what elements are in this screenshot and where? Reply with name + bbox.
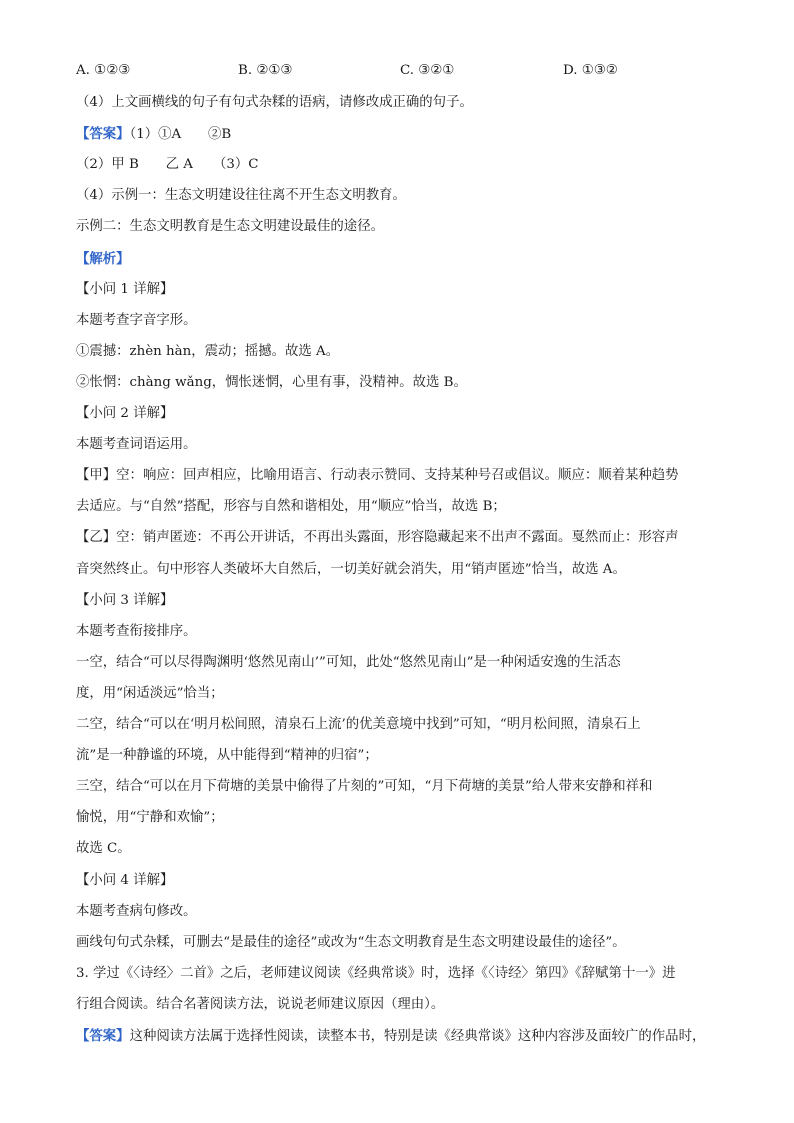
- line-text: 音突然终止。句中形容人类破坏大自然后，一切美好就会消失，用“销声匿迹”恰当，故选 A。: [76, 561, 626, 577]
- text-line: [76, 467, 734, 485]
- line-text: 本题考查字音字形。: [76, 312, 197, 328]
- line-text: 度，用“闲适淡远”恰当；: [76, 685, 224, 701]
- text-line: [76, 125, 734, 144]
- text-line: [76, 840, 734, 858]
- text-line: [76, 218, 734, 236]
- line-text: （2）甲 B 乙 A （3）C: [76, 157, 259, 173]
- line-text: 这种阅读方法属于选择性阅读，读整本书，特别是读《经典常谈》这种内容涉及面较广的作品时，: [129, 1029, 706, 1044]
- text-line: [76, 809, 734, 827]
- text-line: [76, 685, 734, 703]
- line-text: 本题考查病句修改。: [76, 903, 197, 919]
- option-b: B. ②①③: [238, 63, 293, 78]
- text-line: [76, 592, 734, 610]
- option-a: A. ①②③: [76, 63, 131, 78]
- text-line: [76, 312, 734, 330]
- text-line: [76, 965, 734, 983]
- text-line: [76, 1027, 734, 1046]
- line-text: 【小问 4 详解】: [76, 872, 174, 888]
- text-line: [76, 903, 734, 921]
- line-text: 本题考查衔接排序。: [76, 623, 197, 639]
- line-text: ②怅惘：chàng wǎng，惆怅迷惘，心里有事，没精神。故选 B。: [76, 374, 467, 390]
- line-text: 一空，结合“可以尽得陶渊明‘悠然见南山’”可知，此处“悠然见南山”是一种闲适安逸的生活态: [76, 654, 621, 670]
- text-line: [76, 996, 734, 1014]
- text-line: [76, 405, 734, 423]
- line-text: 【甲】空：响应：回声相应，比喻用语言、行动表示赞同、支持某种号召或倡议。顺应：顺着某种趋势: [76, 468, 679, 484]
- text-line: [76, 187, 734, 205]
- text-line: [76, 436, 734, 454]
- line-text: 画线句句式杂糅，可删去“是最佳的途径”或改为“生态文明教育是生态文明建设最佳的途径”。: [76, 934, 626, 950]
- line-text: 三空，结合“可以在月下荷塘的美景中偷得了片刻的”可知，“月下荷塘的美景”给人带来安静和祥和: [76, 779, 653, 795]
- line-text: 3. 学过《〈诗经〉二首》之后，老师建议阅读《经典常谈》时，选择《〈诗经〉第四》《辞赋第十一》进: [76, 965, 676, 981]
- text-line: [76, 156, 734, 174]
- line-text: 去适应。与“自然”搭配，形容与自然和谐相处，用“顺应”恰当，故选 B；: [76, 499, 506, 515]
- section-tag: 【解析】: [76, 250, 130, 267]
- line-text: 故选 C。: [76, 841, 131, 857]
- line-text: 行组合阅读。结合名著阅读方法，说说老师建议原因（理由）。: [76, 996, 445, 1012]
- line-text: 【小问 2 详解】: [76, 406, 174, 421]
- text-line: [76, 498, 734, 516]
- line-text: 【小问 3 详解】: [76, 592, 174, 608]
- text-line: [76, 934, 734, 952]
- text-line: [76, 778, 734, 796]
- line-text: 流”是一种静谧的环境，从中能得到“精神的归宿”；: [76, 748, 378, 764]
- option-c: C. ③②①: [400, 63, 455, 78]
- line-text: 【乙】空：销声匿迹：不再公开讲话，不再出头露面，形容隐藏起来不出声不露面。戛然而止：形容声: [76, 530, 679, 546]
- text-line: [76, 654, 734, 672]
- text-line: [76, 747, 734, 765]
- text-line: [76, 623, 734, 641]
- line-text: 示例二：生态文明教育是生态文明建设最佳的途径。: [76, 219, 384, 235]
- line-text: （4）示例一：生态文明建设往往离不开生态文明教育。: [76, 188, 406, 204]
- text-line: [76, 94, 734, 112]
- line-text: ①震撼：zhèn hàn，震动；摇撼。故选 A。: [76, 343, 340, 359]
- line-text: 本题考查词语运用。: [76, 437, 197, 453]
- text-line: [76, 343, 734, 361]
- text-line: [76, 250, 734, 269]
- line-text: （1）①A ②B: [129, 127, 232, 143]
- line-text: （4）上文画横线的句子有句式杂糅的语病，请修改成正确的句子。: [76, 95, 473, 110]
- section-tag: 【答案】: [76, 126, 130, 143]
- line-text: 二空，结合“可以在‘明月松间照，清泉石上流’的优美意境中找到”可知，“明月松间照，清泉石上: [76, 717, 641, 732]
- text-line: [76, 716, 734, 734]
- text-line: [76, 529, 734, 547]
- text-line: [76, 561, 734, 579]
- option-d: D. ①③②: [563, 63, 618, 78]
- text-line: [76, 281, 734, 299]
- line-text: 愉悦，用“宁静和欢愉”；: [76, 810, 224, 826]
- text-line: [76, 374, 734, 392]
- line-text: 【小问 1 详解】: [76, 281, 174, 297]
- text-line: [76, 872, 734, 890]
- section-tag: 【答案】: [76, 1028, 130, 1044]
